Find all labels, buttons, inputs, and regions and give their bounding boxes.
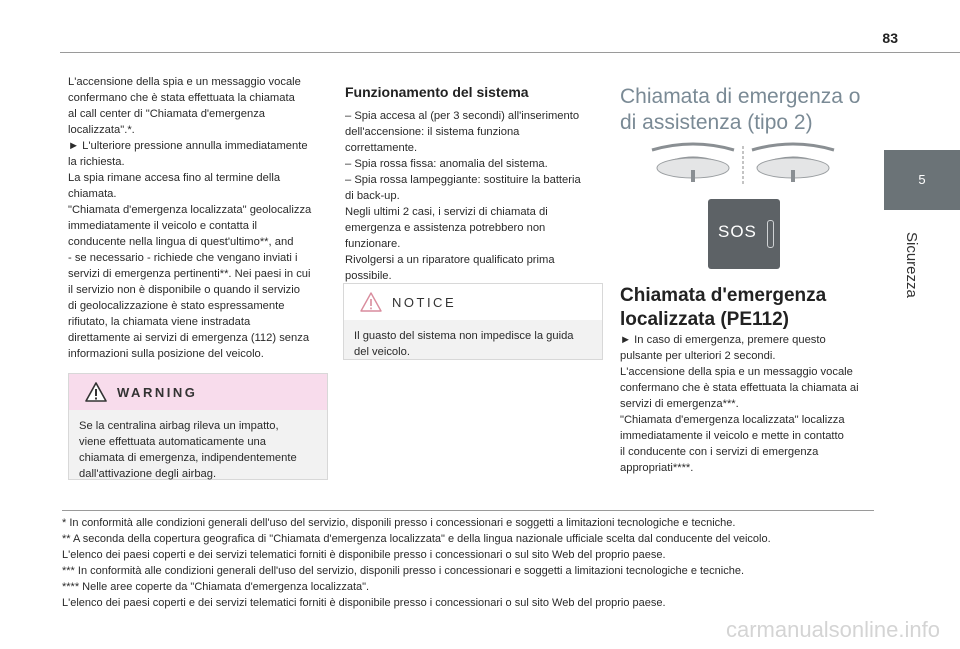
steering-wheel-left-icon	[652, 144, 734, 182]
sos-label: SOS	[718, 222, 757, 241]
warning-text: Se la centralina airbag rileva un impatto, viene effettuata automaticamente una chiamata di emergenza, indipendentemente dall'attivazione degli airbag.	[79, 420, 297, 480]
chapter-label: Sicurezza	[903, 232, 920, 298]
footnote-rule	[62, 510, 874, 511]
page-number: 83	[882, 30, 898, 46]
column-2-text: – Spia accesa al (per 3 secondi) all'inserimento dell'accensione: il sistema funziona correttamente. – Spia rossa fissa: anomalia del sistema. – Spia rossa lampeggiante: sostituire la batteria di back-up. Negli ultimi 2 casi, i servizi di chiamata di emergenza e assistenza potrebbero non funzionare. Rivolgersi a un riparatore qualificato prima possibile.	[345, 110, 581, 282]
footnote: L'elenco dei paesi coperti e dei servizi telematici forniti è disponibile presso i concessionari o sul sito Web del proprio paese.	[62, 597, 666, 609]
sos-button	[708, 199, 780, 269]
warning-title: WARNING	[117, 384, 198, 400]
column-3-lower	[620, 284, 878, 476]
column-3	[620, 84, 878, 136]
footnote: ** A seconda della copertura geografica di "Chiamata d'emergenza localizzata" e della lingua nazionale ufficiale scelta dal conducente del veicolo.	[62, 533, 771, 545]
subtitle: Chiamata d'emergenza localizzata (PE112)	[620, 285, 827, 330]
chapter-number: 5	[918, 172, 926, 187]
column-2	[345, 84, 603, 284]
watermark: carmanualsonline.info	[725, 617, 940, 642]
section-heading: Funzionamento del sistema	[345, 84, 529, 100]
column-3-text: ► In caso di emergenza, premere questo pulsante per ulteriori 2 secondi. L'accensione della spia e un messaggio vocale confermano che è stata effettuata la chiamata ai servizi di emergenza***. "Chiamata d'emergenza localizzata" localizza immediatamente il veicolo e mette in contatto il conducente con i servizi di emergenza appropriati****.	[620, 334, 859, 474]
notice-header	[344, 284, 602, 320]
sos-indicator-light	[767, 220, 774, 248]
notice-icon	[360, 292, 382, 312]
footnote: *** In conformità alle condizioni generali dell'uso del servizio, disponili presso i concessionari e soggetti a limitazioni tecnologiche e tecniche.	[62, 565, 745, 577]
column-1	[68, 74, 330, 362]
warning-header	[69, 374, 327, 410]
column-1-text: L'accensione della spia e un messaggio vocale confermano che è stata effettuata la chiamata al call center di "Chiamata d'emergenza localizzata".*. ► L'ulteriore pressione annulla immediatamente la richiesta. La spia rimane accesa fino al termine della chiamata. "Chiamata d'emergenza localizzata" geolocalizza immediatamente il veicolo e contatta il conducente nella lingua di quest'ultimo**, and - se necessario - richiede che vengano inviati i servizi di emergenza pertinenti**. Nei paesi in cui il servizio non è disponibile o quando il servizio di geolocalizzazione è stato espressamente rifiutato, la chiamata viene instradata direttamente ai servizi di emergenza (112) senza informazioni sulla posizione del veicolo.	[68, 76, 312, 360]
footnote: **** Nelle aree coperte da "Chiamata d'emergenza localizzata".	[62, 581, 370, 593]
notice-text: Il guasto del sistema non impedisce la guida del veicolo.	[354, 330, 574, 358]
steering-wheel-right-icon	[752, 144, 834, 182]
footnote: L'elenco dei paesi coperti e dei servizi telematici forniti è disponibile presso i concessionari o sul sito Web del proprio paese.	[62, 549, 666, 561]
main-title: Chiamata di emergenza o di assistenza (tipo 2)	[620, 85, 861, 134]
chapter-tab	[884, 150, 960, 210]
notice-box	[343, 283, 603, 360]
warning-icon	[85, 382, 107, 402]
footnote: * In conformità alle condizioni generali dell'uso del servizio, disponili presso i concessionari e soggetti a limitazioni tecnologiche e tecniche.	[62, 517, 736, 529]
warning-box	[68, 373, 328, 480]
header-rule	[60, 52, 960, 53]
footnotes	[62, 515, 872, 611]
steering-wheel-diagram	[648, 140, 838, 188]
notice-title: NOTICE	[392, 294, 457, 310]
